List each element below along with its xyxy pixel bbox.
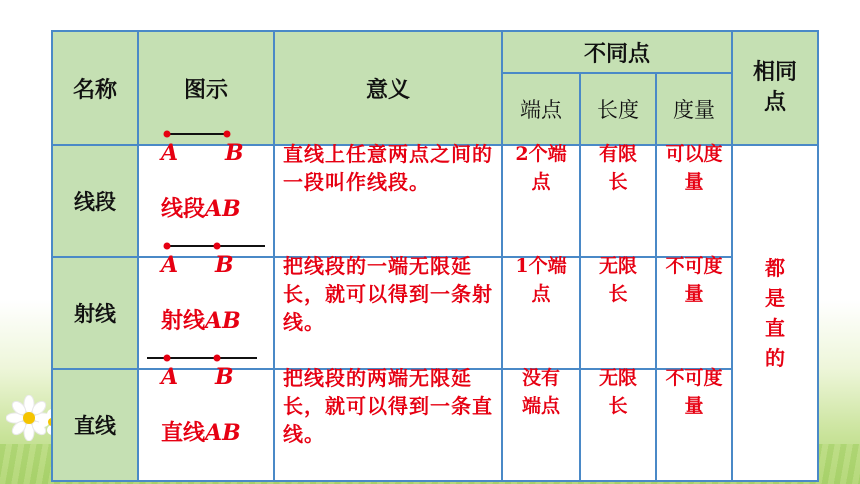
length-cell-segment (580, 145, 656, 257)
length-cell-ray (580, 257, 656, 369)
measure-line: 不可度量 (665, 367, 723, 417)
endpoints-cell-segment (502, 145, 580, 257)
line-point-a: A (161, 364, 179, 390)
common-cell (732, 145, 818, 481)
segment-label (161, 192, 241, 223)
measure-segment: 可以度量 (665, 143, 723, 193)
segment-label-ab: AB (205, 196, 241, 222)
segment-label-text: 线段 (161, 196, 206, 222)
header-figure: 图示 (138, 31, 274, 145)
header-measure: 度量 (656, 73, 732, 145)
figure-cell-line (138, 364, 274, 481)
ray-label (161, 304, 241, 335)
length-segment: 有限长 (598, 143, 637, 193)
meaning-ray: 把线段的一端无限延长，就可以得到一条射线。 (283, 254, 493, 334)
measure-cell-ray (656, 257, 732, 369)
header-common-text: 相同点 (752, 60, 797, 115)
ray-label-text: 射线 (161, 308, 206, 334)
header-meaning: 意义 (274, 31, 502, 145)
measure-ray: 不可度量 (665, 255, 723, 305)
header-difference: 不同点 (502, 31, 732, 73)
segment-point-a: A (161, 140, 179, 166)
header-name: 名称 (52, 31, 138, 145)
row-name-segment: 线段 (52, 145, 138, 257)
line-label-text: 直线 (161, 420, 206, 446)
endpoints-segment: 2个端点 (515, 143, 567, 193)
meaning-cell-line (274, 366, 502, 481)
common-text: 都是直的 (765, 256, 785, 370)
row-name-line: 直线 (52, 369, 138, 481)
header-length: 长度 (580, 73, 656, 145)
endpoints-cell-ray (502, 257, 580, 369)
measure-cell-segment (656, 145, 732, 257)
endpoints-cell-line (502, 369, 580, 481)
meaning-segment: 直线上任意两点之间的一段叫作线段。 (283, 142, 493, 194)
line-point-b: B (215, 364, 234, 390)
header-common (732, 31, 818, 145)
segment-point-b: B (225, 140, 244, 166)
meaning-cell-ray (274, 254, 502, 369)
line-label-ab: AB (205, 420, 241, 446)
length-ray: 无限长 (598, 255, 637, 305)
row-name-ray: 射线 (52, 257, 138, 369)
ray-point-a: A (161, 252, 179, 278)
ray-label-ab: AB (205, 308, 241, 334)
meaning-line: 把线段的两端无限延长，就可以得到一条直线。 (283, 366, 493, 446)
measure-cell-line (656, 369, 732, 481)
line-label (161, 416, 241, 447)
ray-point-b: B (215, 252, 234, 278)
comparison-table (51, 30, 819, 482)
endpoints-ray: 1个端点 (515, 255, 567, 305)
length-line: 无限长 (598, 367, 637, 417)
endpoints-line: 没有端点 (521, 367, 560, 417)
meaning-cell-segment (274, 142, 502, 257)
header-endpoints: 端点 (502, 73, 580, 145)
length-cell-line (580, 369, 656, 481)
